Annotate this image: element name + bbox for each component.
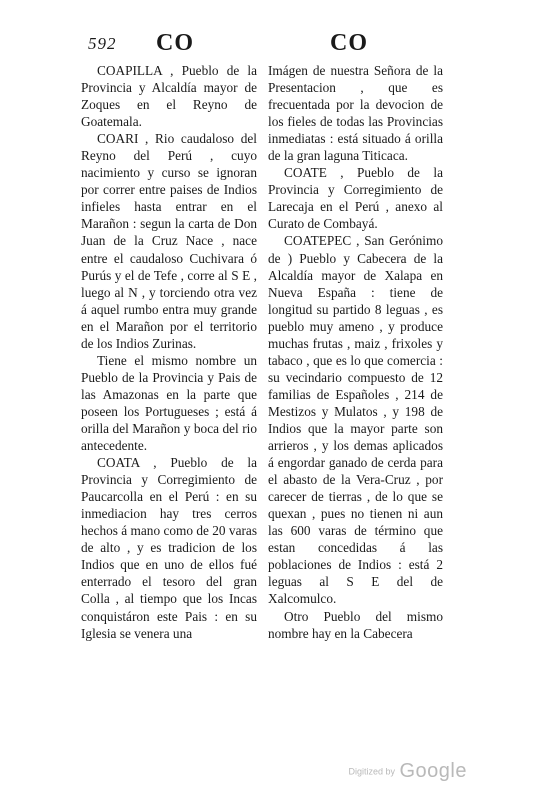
entry-coatepec: COATEPEC , San Gerónimo de ) Pueblo y Cabecera de la Alcaldía mayor de Xalapa en Nueva España : tiene de longitud su partido 8 leguas , es pueblo muy ameno , y produce muchas frutas , maiz , frixoles y tabaco , que es lo que comercia : su vecindario compuesto de 12 familias de Españoles , 214 de Mestizos y Mulatos , y 198 de Indios que la mayor parte son arrieros , y los demas aplicados á engordar ganado de cerda para el abasto de la Vera-Cruz , por carecer de tierras , de lo que se quexan , pues no tienen ni aun las 600 varas de término que estan concedidas á las poblaciones de Indios : está 2 leguas al S E del de Xalcomulco. (268, 233, 443, 607)
entry-coari-pueblo: Tiene el mismo nombre un Pueblo de la Provincia y Pais de las Amazonas en la parte que poseen los Portugueses ; está á orilla del Marañon y boca del rio antecedente. (81, 352, 257, 454)
running-head-right: CO (330, 30, 368, 56)
right-column (268, 62, 443, 642)
google-logo: Google (399, 760, 467, 782)
running-head-left: CO (156, 30, 194, 56)
entry-coata: COATA , Pueblo de la Provincia y Corregimiento de Paucarcolla en el Perú : en su inmediacion hay tres cerros hechos á mano como de 20 varas de alto , y es tradicion de los Indios que en uno de ellos fué enterrado el tesoro del gran Colla , al tiempo que los Incas conquistáron este Pais : en su Iglesia se venera una (81, 455, 257, 641)
entry-coari: COARI , Rio caudaloso del Reyno del Perú , cuyo nacimiento y curso se ignoran por correr entre paises de Indios infieles hasta entrar en el Marañon : segun la carta de Don Juan de la Cruz Nace , nace entre el caudaloso Cuchivara ó Purús y el de Tefe , corre al S E , luego al N , y torciendo otra vez á aquel rumbo entra muy grande en el Marañon por el territorio de los Indios Zurinas. (81, 131, 257, 351)
digitized-watermark (349, 760, 467, 783)
left-column (81, 62, 257, 642)
entry-coapilla: COAPILLA , Pueblo de la Provincia y Alcaldía mayor de Zoques en el Reyno de Goatemala. (81, 63, 257, 130)
page-number: 592 (88, 34, 117, 53)
page-header (78, 30, 448, 64)
entry-coate: COATE , Pueblo de la Provincia y Corregimiento de Larecaja en el Perú , anexo al Curato de Combayá. (268, 165, 443, 232)
watermark-prefix: Digitized by (348, 766, 396, 777)
entry-coata-continued: Imágen de nuestra Señora de la Presentacion , que es frecuentada por la devocion de los fieles de todas las Provincias inmediatas : está situado á orilla de la gran laguna Titicaca. (268, 63, 443, 164)
entry-coatepec-other: Otro Pueblo del mismo nombre hay en la Cabecera (268, 608, 443, 641)
